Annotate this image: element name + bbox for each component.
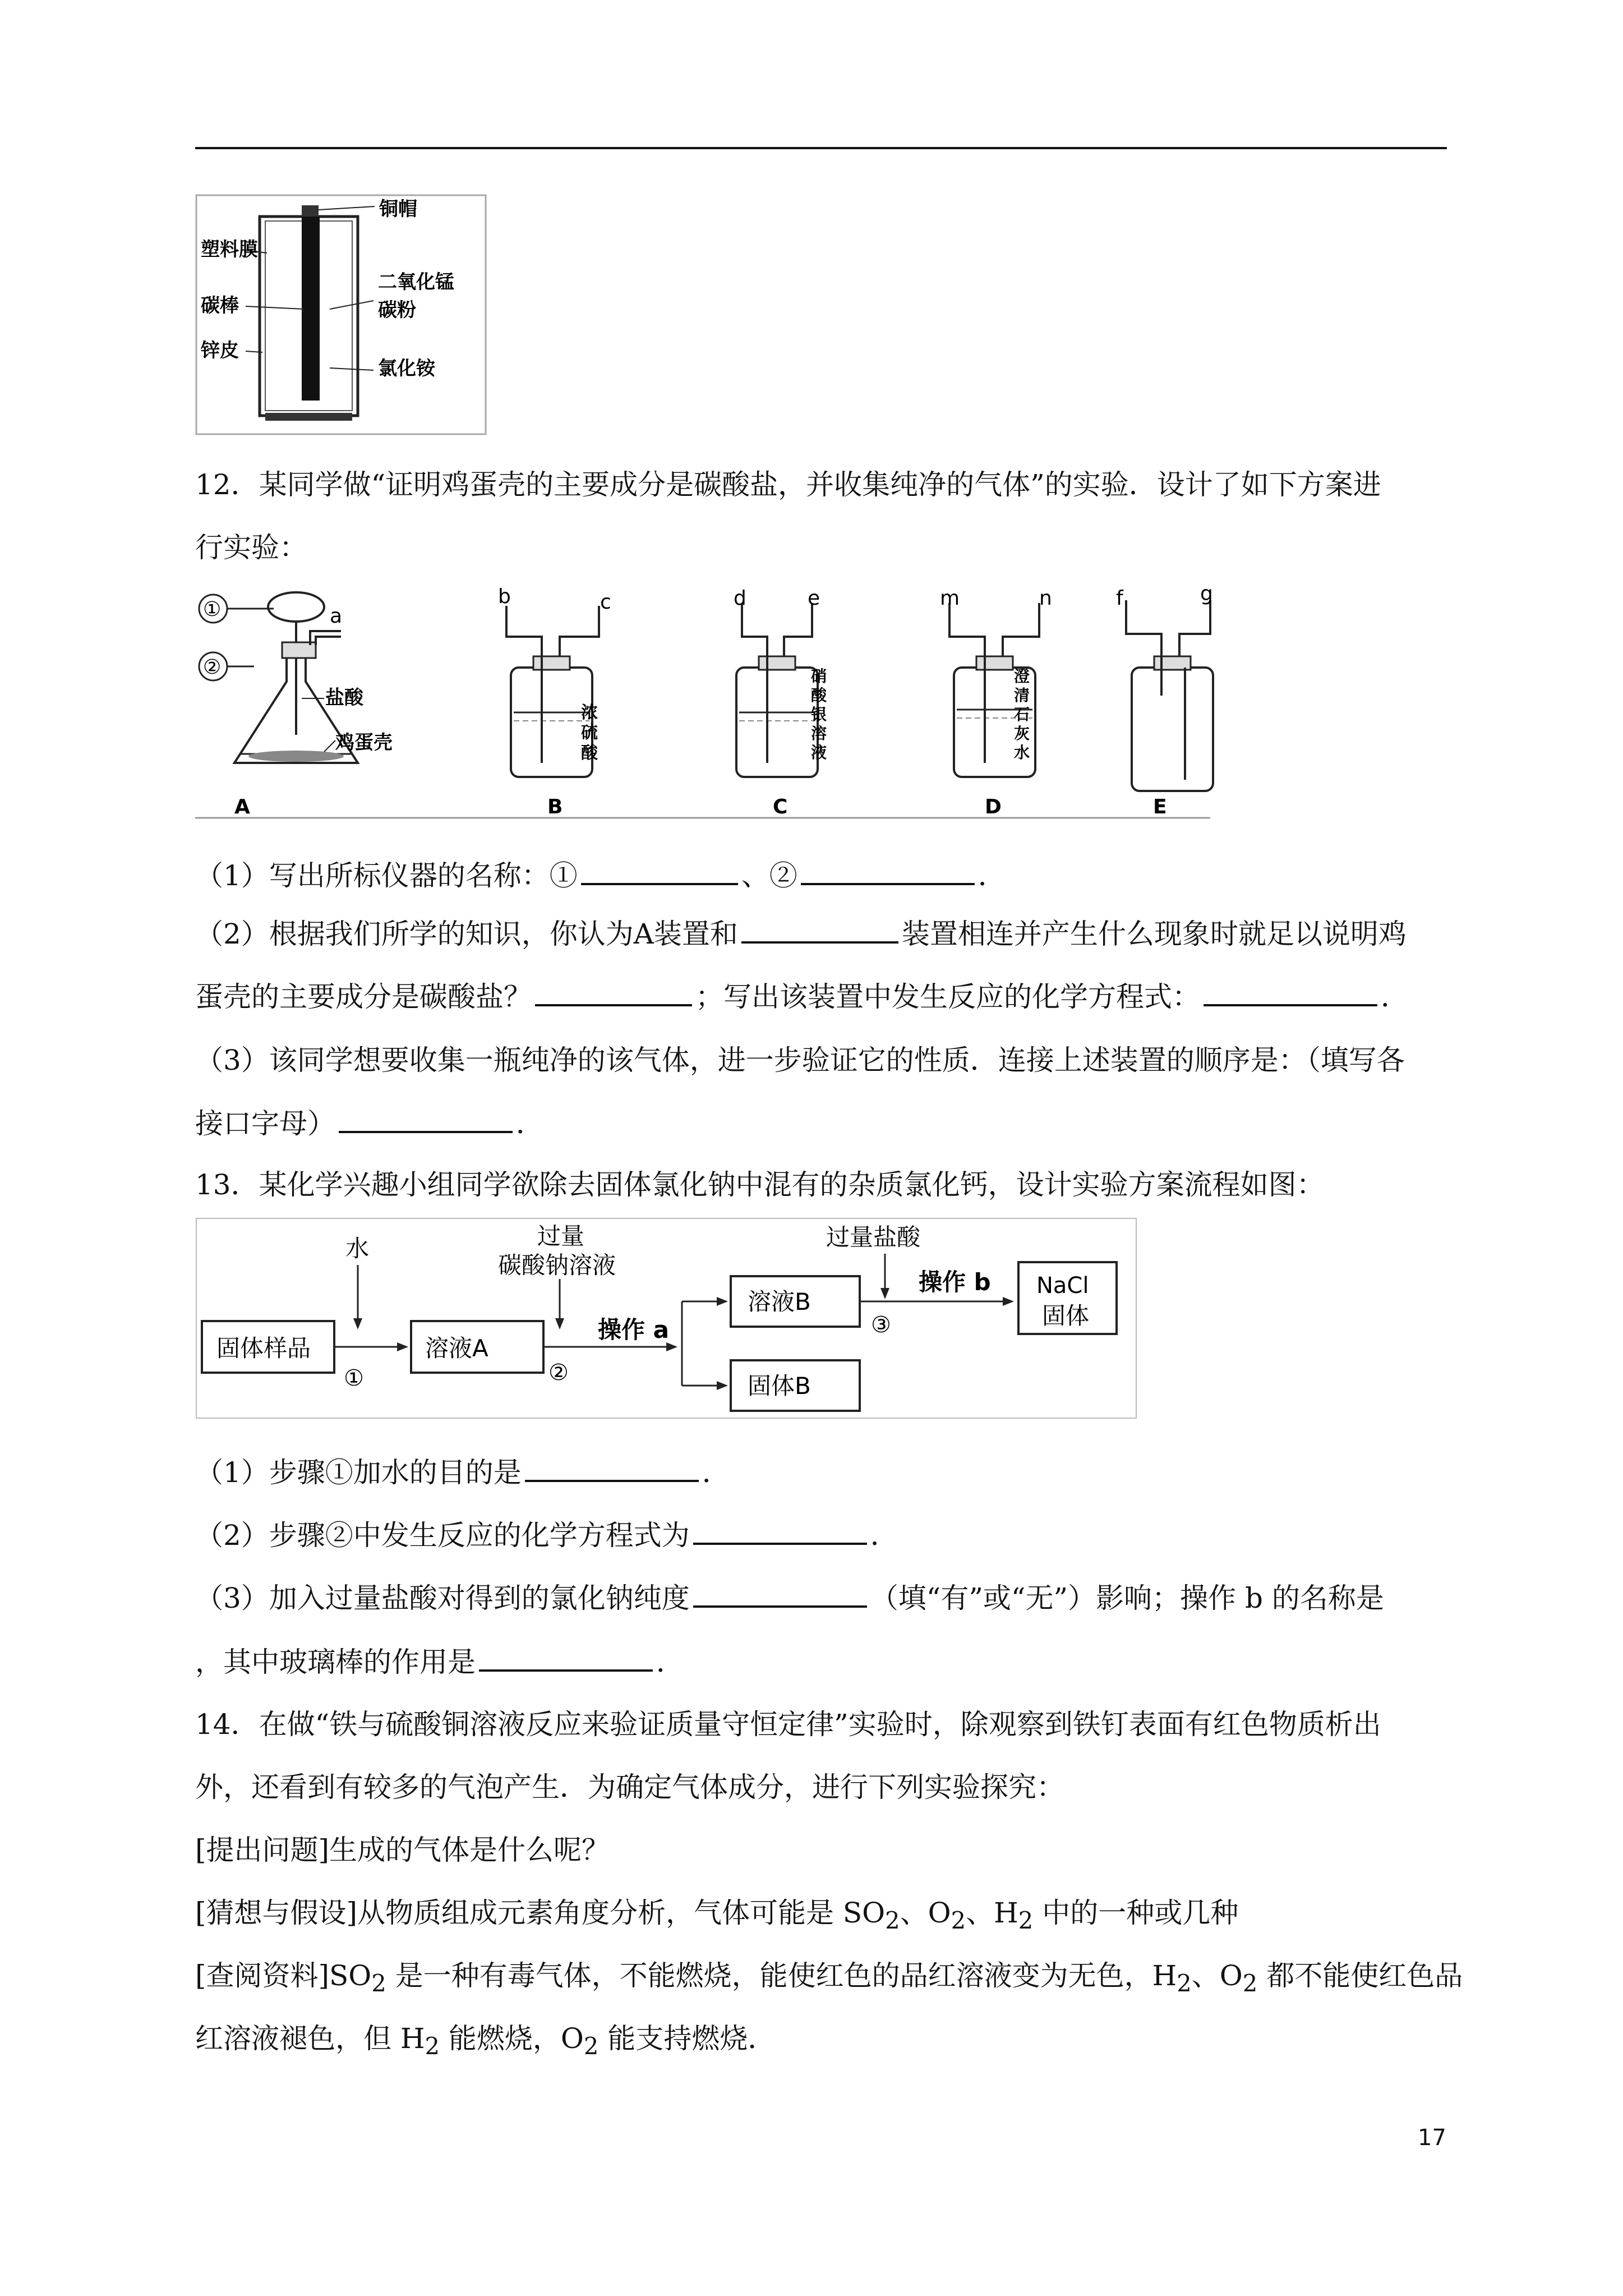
answer-blank[interactable] [525, 1452, 699, 1482]
step-2: ② [548, 1360, 569, 1386]
label-carbon-powder: 碳粉 [378, 299, 416, 321]
q12-part2-line2: 蛋壳的主要成分是碳酸盐？ ；写出该装置中发生反应的化学方程式： ． [195, 976, 1451, 1017]
step-1: ① [344, 1365, 364, 1391]
answer-blank[interactable] [693, 1577, 867, 1608]
letter-A: A [234, 795, 250, 818]
answer-blank[interactable] [1204, 976, 1377, 1006]
q14-line2: 外，还看到有较多的气泡产生．为确定气体成分，进行下列实验探究： [195, 1771, 1064, 1803]
label-conc-h2so4-2: 硫 [581, 723, 598, 743]
label-zinc-shell: 锌皮 [201, 339, 239, 362]
answer-blank[interactable] [535, 976, 692, 1006]
q13-stem: 13．某化学兴趣小组同学欲除去固体氯化钠中混有的杂质氯化钙，设计实验方案流程如图： [195, 1168, 1325, 1201]
label-agno3-3: 银 [811, 705, 827, 724]
port-m: m [940, 587, 960, 610]
label-copper-cap: 铜帽 [379, 198, 417, 220]
header-rule [195, 147, 1447, 149]
q12-part1: （1）写出所标仪器的名称：① 、② ． [195, 855, 1451, 896]
label-agno3-4: 溶 [811, 724, 827, 743]
letter-C: C [773, 795, 788, 818]
label-carbon-rod: 碳棒 [201, 295, 239, 317]
port-b: b [498, 585, 511, 608]
q12-part3-line2: 接口字母） ． [195, 1103, 1451, 1144]
q12-part3-line1: （3）该同学想要收集一瓶纯净的该气体，进一步验证它的性质．连接上述装置的顺序是：（填写各 [195, 1044, 1405, 1076]
label-excess-hcl: 过量盐酸 [826, 1223, 921, 1251]
answer-blank[interactable] [339, 1103, 513, 1133]
label-plastic-film: 塑料膜 [201, 238, 258, 261]
answer-blank[interactable] [801, 855, 975, 885]
label-hcl: 盐酸 [325, 687, 363, 709]
q13-part2: （2）步骤②中发生反应的化学方程式为 ． [195, 1515, 1451, 1556]
label-limewater-2: 清 [1014, 686, 1030, 705]
q14-line4: [猜想与假设]从物质组成元素角度分析，气体可能是 $SO_2$、$O_2$、$H_2$ 中的一种或几种 [195, 1897, 1239, 1934]
answer-blank[interactable] [479, 1641, 653, 1672]
letter-D: D [985, 795, 1002, 818]
label-conc-h2so4-1: 浓 [581, 703, 598, 723]
box-sol-a: 溶液A [425, 1335, 488, 1362]
apparatus-diagram [195, 583, 1216, 830]
port-e: e [808, 587, 820, 610]
port-g: g [1200, 583, 1213, 605]
label-limewater-1: 澄 [1014, 667, 1030, 685]
port-c: c [600, 591, 611, 614]
q13-part3-line1: （3）加入过量盐酸对得到的氯化钠纯度 （填“有”或“无”）影响；操作 b 的名称是 [195, 1577, 1451, 1618]
marker-2: ② [203, 656, 222, 679]
box-sol-b: 溶液B [748, 1288, 811, 1315]
q13-part3-line2: ，其中玻璃棒的作用是 ． [195, 1641, 1451, 1682]
label-op-b: 操作 b [919, 1268, 991, 1296]
label-excess: 过量 [537, 1222, 585, 1250]
dry-cell-diagram [195, 194, 487, 435]
box-nacl-solid: 固体 [1042, 1302, 1090, 1329]
port-a: a [330, 605, 343, 628]
box-nacl: NaCl [1036, 1273, 1089, 1299]
label-agno3-2: 酸 [811, 686, 827, 705]
q14-line6: 红溶液褪色，但 $H_2$ 能燃烧，$O_2$ 能支持燃烧． [195, 2022, 776, 2060]
label-mno2: 二氧化锰 [378, 271, 454, 293]
answer-blank[interactable] [693, 1515, 867, 1545]
answer-blank[interactable] [741, 913, 898, 944]
label-agno3-1: 硝 [811, 667, 827, 685]
answer-blank[interactable] [581, 855, 738, 885]
label-limewater-5: 水 [1014, 743, 1030, 762]
marker-1: ① [203, 598, 222, 621]
label-water: 水 [345, 1235, 370, 1262]
letter-B: B [547, 795, 563, 818]
label-limewater-4: 灰 [1014, 724, 1030, 743]
box-solid-b: 固体B [748, 1372, 811, 1400]
letter-E: E [1153, 795, 1167, 818]
q13-part1: （1）步骤①加水的目的是 ． [195, 1452, 1451, 1493]
label-agno3-5: 液 [811, 743, 827, 762]
q14-line1: 14．在做“铁与硫酸铜溶液反应来验证质量守恒定律”实验时，除观察到铁钉表面有红色物质析出 [195, 1708, 1381, 1741]
port-d: d [734, 587, 746, 610]
port-f: f [1116, 587, 1123, 610]
step-3: ③ [871, 1312, 891, 1338]
label-na2co3: 碳酸钠溶液 [498, 1251, 616, 1279]
page-number: 17 [1418, 2125, 1446, 2151]
q12-part2-line1: （2）根据我们所学的知识，你认为A装置和 装置相连并产生什么现象时就足以说明鸡 [195, 913, 1451, 954]
box-sample: 固体样品 [216, 1335, 311, 1362]
q14-line3: [提出问题]生成的气体是什么呢？ [195, 1834, 610, 1866]
label-nh4cl: 氯化铵 [378, 357, 435, 380]
flow-diagram [195, 1217, 1137, 1419]
port-n: n [1039, 587, 1052, 610]
label-op-a: 操作 a [598, 1316, 669, 1343]
label-limewater-3: 石 [1014, 705, 1030, 724]
label-eggshell: 鸡蛋壳 [335, 731, 393, 754]
label-conc-h2so4-3: 酸 [581, 743, 598, 763]
q12-stem-line2: 行实验： [195, 531, 307, 564]
q14-line5: [查阅资料]$SO_2$ 是一种有毒气体，不能燃烧，能使红色的品红溶液变为无色，$H_2$、$O_2$ 都不能使红色品 [195, 1959, 1463, 1997]
q12-stem-line1: 12．某同学做“证明鸡蛋壳的主要成分是碳酸盐，并收集纯净的气体”的实验．设计了如下方案进 [195, 468, 1381, 501]
